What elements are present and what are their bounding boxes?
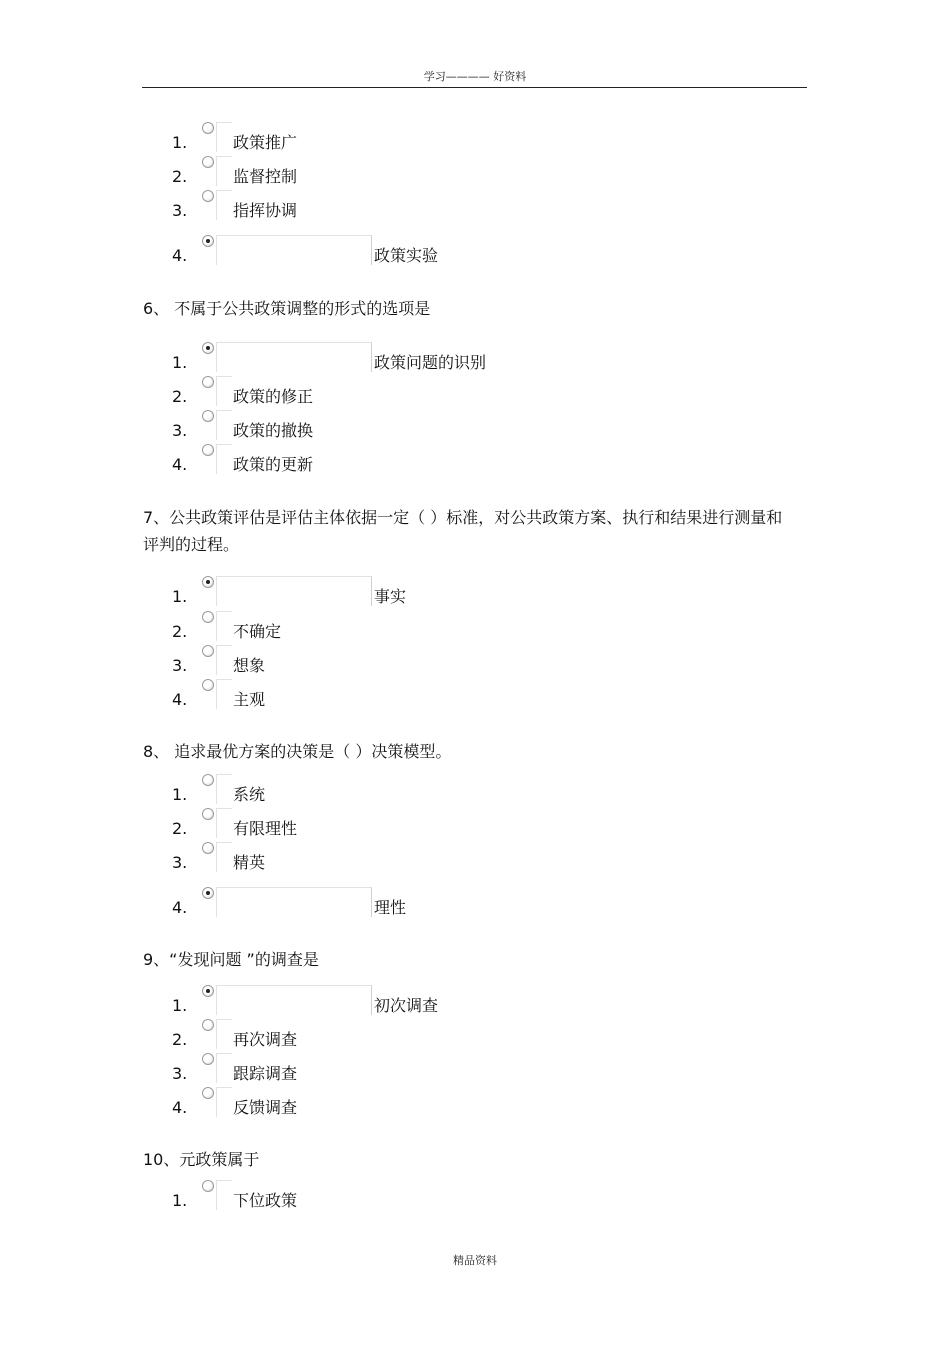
radio-icon[interactable] <box>202 774 214 786</box>
answer-option[interactable] <box>0 156 700 186</box>
radio-icon[interactable] <box>202 1087 214 1099</box>
question-text: 10、元政策属于 <box>143 1150 260 1169</box>
answer-option[interactable] <box>0 679 700 709</box>
answer-option[interactable] <box>0 611 700 641</box>
option-frame <box>216 611 232 641</box>
radio-icon[interactable] <box>202 808 214 820</box>
option-frame <box>216 122 232 152</box>
option-frame <box>216 1053 232 1083</box>
answer-option[interactable] <box>0 842 700 872</box>
option-number: 4. <box>172 690 188 709</box>
option-frame <box>216 410 232 440</box>
option-label: 政策推广 <box>233 133 298 152</box>
option-label: 事实 <box>374 587 407 606</box>
option-label: 政策的撤换 <box>233 421 314 440</box>
option-number: 3. <box>172 1064 188 1083</box>
answer-option[interactable] <box>0 1180 700 1210</box>
option-number: 1. <box>172 587 188 606</box>
option-label: 反馈调查 <box>233 1098 298 1117</box>
answer-option[interactable] <box>0 235 700 265</box>
option-frame <box>216 190 232 220</box>
answer-option[interactable] <box>0 774 700 804</box>
option-label: 政策问题的识别 <box>374 353 487 372</box>
option-number: 2. <box>172 1030 188 1049</box>
option-number: 3. <box>172 421 188 440</box>
option-frame <box>216 342 372 372</box>
option-label: 初次调查 <box>374 996 439 1015</box>
answer-option[interactable] <box>0 1087 700 1117</box>
option-number: 1. <box>172 996 188 1015</box>
answer-option[interactable] <box>0 1053 700 1083</box>
radio-selected-icon[interactable] <box>202 985 214 997</box>
option-frame <box>216 887 372 917</box>
option-number: 1. <box>172 353 188 372</box>
radio-icon[interactable] <box>202 1180 214 1192</box>
answer-option[interactable] <box>0 122 700 152</box>
radio-selected-icon[interactable] <box>202 887 214 899</box>
option-number: 2. <box>172 622 188 641</box>
radio-icon[interactable] <box>202 645 214 657</box>
option-frame <box>216 376 232 406</box>
radio-icon[interactable] <box>202 611 214 623</box>
option-number: 3. <box>172 853 188 872</box>
question-text: 6、 不属于公共政策调整的形式的选项是 <box>143 299 431 318</box>
radio-icon[interactable] <box>202 376 214 388</box>
option-number: 2. <box>172 387 188 406</box>
radio-icon[interactable] <box>202 842 214 854</box>
option-number: 1. <box>172 1191 188 1210</box>
option-frame <box>216 156 232 186</box>
question-text: 8、 追求最优方案的决策是（ ）决策模型。 <box>143 742 452 761</box>
radio-icon[interactable] <box>202 679 214 691</box>
option-number: 1. <box>172 133 188 152</box>
option-frame <box>216 1019 232 1049</box>
radio-selected-icon[interactable] <box>202 576 214 588</box>
option-frame <box>216 235 372 265</box>
option-number: 2. <box>172 819 188 838</box>
option-frame <box>216 444 232 474</box>
answer-option[interactable] <box>0 444 700 474</box>
radio-icon[interactable] <box>202 410 214 422</box>
option-label: 跟踪调查 <box>233 1064 298 1083</box>
radio-icon[interactable] <box>202 444 214 456</box>
option-label: 不确定 <box>233 622 282 641</box>
option-label: 监督控制 <box>233 167 298 186</box>
radio-icon[interactable] <box>202 156 214 168</box>
answer-option[interactable] <box>0 985 700 1015</box>
radio-icon[interactable] <box>202 190 214 202</box>
answer-option[interactable] <box>0 1019 700 1049</box>
option-label: 理性 <box>374 898 407 917</box>
option-frame <box>216 985 372 1015</box>
option-label: 再次调查 <box>233 1030 298 1049</box>
option-number: 4. <box>172 1098 188 1117</box>
option-frame <box>216 645 232 675</box>
option-number: 3. <box>172 201 188 220</box>
radio-selected-icon[interactable] <box>202 235 214 247</box>
option-number: 4. <box>172 455 188 474</box>
option-frame <box>216 576 372 606</box>
option-label: 系统 <box>233 785 266 804</box>
option-label: 政策的更新 <box>233 455 314 474</box>
radio-selected-icon[interactable] <box>202 342 214 354</box>
option-number: 4. <box>172 246 188 265</box>
page-header: 学习———— 好资料 <box>423 70 527 83</box>
answer-option[interactable] <box>0 190 700 220</box>
answer-option[interactable] <box>0 342 700 372</box>
option-frame <box>216 842 232 872</box>
answer-option[interactable] <box>0 376 700 406</box>
option-number: 1. <box>172 785 188 804</box>
radio-icon[interactable] <box>202 122 214 134</box>
radio-icon[interactable] <box>202 1053 214 1065</box>
question-text: 7、公共政策评估是评估主体依据一定（ ）标准，对公共政策方案、执行和结果进行测量和评判的过程。 <box>143 508 783 554</box>
option-number: 2. <box>172 167 188 186</box>
option-label: 主观 <box>233 690 266 709</box>
answer-option[interactable] <box>0 410 700 440</box>
answer-option[interactable] <box>0 576 700 606</box>
answer-option[interactable] <box>0 887 700 917</box>
page-footer: 精品资料 <box>453 1254 497 1267</box>
option-label: 政策的修正 <box>233 387 314 406</box>
option-frame <box>216 679 232 709</box>
option-label: 有限理性 <box>233 819 298 838</box>
answer-option[interactable] <box>0 645 700 675</box>
option-label: 指挥协调 <box>233 201 298 220</box>
question-text: 9、“发现问题 ”的调查是 <box>143 950 319 969</box>
option-label: 精英 <box>233 853 266 872</box>
option-frame <box>216 774 232 804</box>
option-frame <box>216 1180 232 1210</box>
option-label: 下位政策 <box>233 1191 298 1210</box>
option-label: 政策实验 <box>374 246 439 265</box>
radio-icon[interactable] <box>202 1019 214 1031</box>
answer-option[interactable] <box>0 808 700 838</box>
option-frame <box>216 808 232 838</box>
option-frame <box>216 1087 232 1117</box>
option-number: 3. <box>172 656 188 675</box>
option-label: 想象 <box>233 656 266 675</box>
option-number: 4. <box>172 898 188 917</box>
